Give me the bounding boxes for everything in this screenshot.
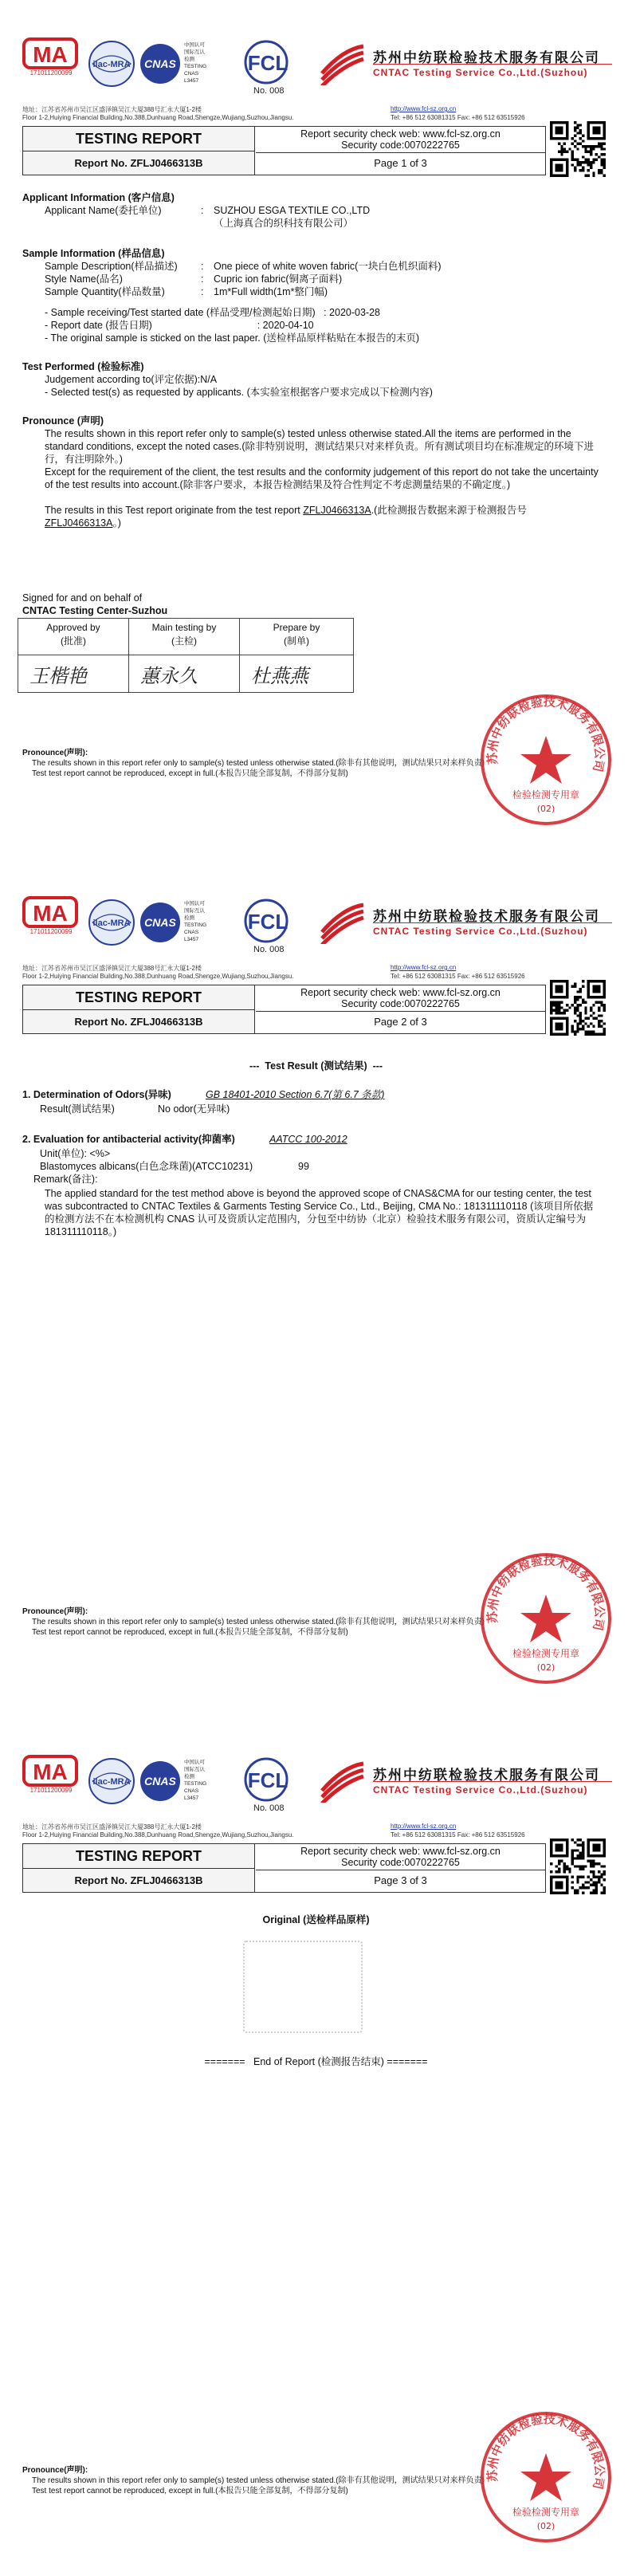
address-cn: 地址：江苏省苏州市吴江区盛泽镇吴江大厦388号汇永大厦1-2楼: [22, 106, 202, 113]
approved-by-header: Approved by (批准): [18, 619, 129, 655]
test-result-heading: --- Test Result (测试结果) ---: [249, 1060, 383, 1072]
cntac-logo: [319, 1759, 614, 1803]
ilac-mra-logo: [88, 899, 135, 946]
original-sample-area: [243, 1941, 363, 2033]
organism-value: 99: [298, 1161, 309, 1172]
website-link[interactable]: http://www.fcl-sz.org.cn: [391, 105, 457, 112]
cnas-logo: [139, 40, 211, 88]
approver-signature: 王楷艳: [18, 654, 129, 692]
svg-text:苏州中纺联检验技术服务有限公司: 苏州中纺联检验技术服务有限公司: [485, 694, 607, 773]
official-seal: [478, 692, 614, 828]
address-cn: 地址：江苏省苏州市吴江区盛泽镇吴江大厦388号汇永大厦1-2楼: [22, 965, 202, 972]
svg-text:FCL: FCL: [247, 1768, 289, 1792]
ma-number: 171011200099: [29, 69, 73, 77]
address-en: Floor 1-2,Huiying Financial Building,No.388,Dunhuang Road,Shengze,Wujiang,Suzhou,Jiangsu.: [22, 114, 294, 121]
report-number: Report No. ZFLJ0466313B: [23, 1010, 255, 1033]
main-tester-signature: 蕙永久: [129, 654, 240, 692]
address-en: Floor 1-2,Huiying Financial Building,No.388,Dunhuang Road,Shengze,Wujiang,Suzhou,Jiangsu.: [22, 1831, 294, 1839]
applicant-heading: Applicant Information (客户信息): [22, 192, 175, 203]
antibacterial-title: 2. Evaluation for antibacterial activity(抑菌率): [22, 1134, 235, 1145]
svg-text:CNAS: CNAS: [144, 1775, 176, 1787]
fcl-number: No. 008: [253, 1803, 285, 1813]
report-header-table: [22, 985, 546, 1034]
page-number: Page 3 of 3: [374, 1874, 427, 1886]
svg-text:苏州中纺联检验技术服务有限公司: 苏州中纺联检验技术服务有限公司: [485, 2412, 607, 2491]
odor-title: 1. Determination of Odors(异味): [22, 1089, 171, 1100]
svg-text:苏州中纺联检验技术服务有限公司: 苏州中纺联检验技术服务有限公司: [485, 1553, 607, 1632]
style-name-value: Cupric ion fabric(铜离子面料): [214, 273, 343, 285]
remark-text: The applied standard for the test method above is beyond the approved scope of CNAS&CMA for our testing center, the test was subcontracted to CNTAC Textiles & Garments Testing Service Co., Ltd., Beijing, CMA No.: 181311110118 (该项目所依据的检测方法不在本检测机构 CNAS 认可及资质认定范围内，分包至中纺协（北京）检验技术服务有限公司，资质认定编号为 181311110118。): [45, 1188, 594, 1237]
unit-label: Unit(单位): <%>: [40, 1148, 111, 1159]
svg-text:FCL: FCL: [247, 910, 289, 934]
ilac-mra-logo: [88, 40, 135, 88]
svg-text:ilac-MRA: ilac-MRA: [92, 1777, 131, 1787]
pronounce-p2: Except for the requirement of the client, the test results and the conformity judgement of this report do not take the uncertainty of the test results into account.(除非客户要求，本报告检测结果及符合性判定不考虑测量结果的不确定度。): [45, 466, 599, 490]
fcl-logo: [239, 899, 303, 954]
address-cn: 地址：江苏省苏州市吴江区盛泽镇吴江大厦388号汇永大厦1-2楼: [22, 1823, 202, 1831]
sample-received-date: - Sample receiving/Test started date (样品受理/检测起始日期) : 2020-03-28: [45, 307, 380, 318]
selected-tests: - Selected test(s) as requested by applicants. (本实验室根据客户要求完成以下检测内容): [45, 387, 433, 398]
report-page-2: [0, 859, 632, 1717]
footer-pronounce: Pronounce(声明): The results shown in this report refer only to sample(s) tested unless otherwise stated.(除非有其他说明，测试结果只对来样负责) Test test report cannot be reproduced, except in full.(本报告只能全部复制，不得部分复制): [22, 1607, 485, 1637]
ma-number: 171011200099: [29, 1787, 73, 1794]
qr-code: [550, 121, 606, 177]
signature-table: [18, 618, 354, 693]
ilac-mra-logo: [88, 1757, 135, 1805]
judgement: Judgement according to(评定依据):N/A: [45, 374, 218, 385]
company-name-en: CNTAC Testing Service Co.,Ltd.(Suzhou): [373, 1784, 588, 1795]
company-name-en: CNTAC Testing Service Co.,Ltd.(Suzhou): [373, 67, 588, 78]
fcl-number: No. 008: [253, 945, 285, 954]
antibacterial-standard: AATCC 100-2012: [269, 1134, 347, 1145]
signed-line1: Signed for and on behalf of: [22, 592, 143, 604]
svg-text:FCL: FCL: [247, 51, 289, 75]
website-link[interactable]: http://www.fcl-sz.org.cn: [391, 964, 457, 971]
sample-qty-label: Sample Quantity(样品数量): [45, 286, 165, 297]
svg-text:ilac-MRA: ilac-MRA: [92, 918, 131, 928]
sample-heading: Sample Information (样品信息): [22, 248, 165, 259]
report-date: - Report date (报告日期) : 2020-04-10: [45, 320, 314, 331]
qr-code: [550, 980, 606, 1036]
svg-text:(02): (02): [536, 2521, 555, 2531]
sample-qty-value: 1m*Full width(1m*整门幅): [214, 286, 328, 297]
style-name-label: Style Name(品名): [45, 273, 123, 285]
address-en: Floor 1-2,Huiying Financial Building,No.388,Dunhuang Road,Shengze,Wujiang,Suzhou,Jiangsu.: [22, 973, 294, 980]
original-sample-note: - The original sample is sticked on the last paper. (送检样品原样粘贴在本报告的末页): [45, 332, 420, 344]
tel-fax: Tel: +86 512 63081315 Fax: +86 512 63515926: [391, 973, 525, 980]
report-page-3: [0, 1717, 632, 2576]
svg-text:(02): (02): [536, 1662, 555, 1673]
cnas-logo: [139, 899, 211, 946]
tel-fax: Tel: +86 512 63081315 Fax: +86 512 63515926: [391, 1831, 525, 1839]
pronounce-p3: The results in this Test report originate from the test report ZFLJ0466313A.(此检测报告数据来源于检测报告号 ZFLJ0466313A。): [45, 505, 527, 529]
fcl-number: No. 008: [253, 86, 285, 96]
sample-desc-label: Sample Description(样品描述): [45, 261, 178, 272]
svg-text:检验检测专用章: 检验检测专用章: [512, 789, 580, 800]
ma-logo: [22, 36, 80, 84]
prepare-by-header: Prepare by (制单): [240, 619, 353, 655]
remark-label: Remark(备注):: [33, 1174, 98, 1185]
page-number: Page 2 of 3: [374, 1016, 427, 1028]
test-performed-heading: Test Performed (检验标准): [22, 361, 144, 372]
signed-line2: CNTAC Testing Center-Suzhou: [22, 605, 168, 616]
svg-text:ilac-MRA: ilac-MRA: [92, 60, 131, 69]
applicant-name-label: Applicant Name(委托单位): [45, 205, 162, 216]
applicant-name-value: SUZHOU ESGA TEXTILE CO.,LTD: [214, 205, 371, 216]
ma-logo: [22, 895, 80, 942]
svg-text:MA: MA: [33, 1760, 68, 1784]
security-info: Report security check web: www.fcl-sz.org.cn Security code:0070222765: [256, 127, 545, 153]
sample-desc-value: One piece of white woven fabric(一块白色机织面料): [214, 261, 442, 272]
svg-text:检验检测专用章: 检验检测专用章: [512, 1648, 580, 1659]
website-link[interactable]: http://www.fcl-sz.org.cn: [391, 1823, 457, 1830]
report-number: Report No. ZFLJ0466313B: [23, 1869, 255, 1892]
official-seal: [478, 1551, 614, 1686]
report-title: TESTING REPORT: [23, 1844, 255, 1869]
report-title: TESTING REPORT: [23, 985, 255, 1010]
cnas-sub-text: 中国认可 国际互认 检测 TESTING CNAS L3457: [184, 1760, 207, 1801]
pronounce-heading: Pronounce (声明): [22, 415, 104, 427]
cntac-logo: [319, 900, 614, 944]
report-header-table: [22, 1843, 546, 1893]
cntac-logo: [319, 41, 614, 85]
official-seal: [478, 2409, 614, 2545]
company-name-cn: 苏州中纺联检验技术服务有限公司: [373, 50, 600, 65]
applicant-name-value-cn: （上海真合的织科技有限公司）: [214, 218, 354, 229]
cnas-sub-text: 中国认可 国际互认 检测 TESTING CNAS L3457: [184, 901, 207, 942]
qr-code: [550, 1839, 606, 1894]
preparer-signature: 杜燕燕: [251, 665, 308, 687]
company-name-cn: 苏州中纺联检验技术服务有限公司: [373, 1768, 600, 1783]
end-of-report: ======= End of Report (检测报告结束) =======: [204, 2056, 428, 2067]
organism-label: Blastomyces albicans(白色念珠菌)(ATCC10231): [40, 1161, 253, 1172]
security-info: Report security check web: www.fcl-sz.org.cn Security code:0070222765: [256, 985, 545, 1012]
report-page-1: MA 171011200099 ilac-MRA CNAS 中国认可 国际互认 检测 TESTING CNAS L3457 FCL No. 008 苏州中纺联检验技术服务有限公司 CNTAC Testing Service Co.,Ltd.(Suzhou) 地址：江苏省苏州市吴江区盛泽镇吴江大厦388号汇永大厦1-2楼 Floor 1-2,Huiying Financial Building,No.388,Dunhuang Road,Shengze,Wujiang,Suzhou,Jiangsu. http://www.fcl-sz.org.cn Tel: +86 512 63081315 Fax: +86 512 63515926 TESTING REPORT Report security check web: www.fcl-sz.org.cn Security code:0070222765 Report No. ZFLJ0466313B Page 1 of 3 Applicant Information (客户信息) Applicant Name(委托单位) : SUZHOU ESGA TEXTILE CO.,LTD （上海真合的织科技有限公司） Sample Information (样品信息) Sample Description(样品描述) : One piece of white woven fabric(一块白色机织面料) Style Name(品名) : Cupric ion fabric(铜离子面料) Sample Quantity(样品数量) : 1m*Full width(1m*整门幅) - Sample receiving/Test started date (样品受理/检测起始日期) : 2020-03-28 - Report date (报告日期) : 2020-04-10 - The original sample is sticked on the last paper. (送检样品原样粘贴在本报告的末页) Test Performed (检验标准) Judgement according to(评定依据):N/A - Selected test(s) as requested by applicants. (本实验室根据客户要求完成以下检测内容) Pronounce (声明) The results shown in this report refer only to sample(s) tested unless otherwise stated.All the items are performed in the standard conditions, except the noted cases.(除非特别说明，测试结果只对来样负责。所有测试项目均在标准规定的环境下进行，有注明除外。) Except for the requirement of the client, the test results and the conformity judgement of this report do not take the uncertainty of the test results into account.(除非客户要求，本报告检测结果及符合性判定不考虑测量结果的不确定度。) The results in this Test report originate from the test report ZFLJ0466313A.(此检测报告数据来源于检测报告号 ZFLJ0466313A。) Signed for and on behalf of CNTAC Testing Center-Suzhou Approved by (批准) Main testing by (主检) Prepare by (制单) 王楷艳 蕙永久 杜燕燕 Pronounce(声明): The results shown in this report refer only to sample(s) tested unless otherwise stated.(除非有其他说明，测试结果只对来样负责) Test test report cannot be reproduced, except in full.(本报告只能全部复制，不得部分复制) 苏州中纺联检验技术服务有限公司 检验检测专用章 (02): [0, 0, 632, 859]
company-name-en: CNTAC Testing Service Co.,Ltd.(Suzhou): [373, 926, 588, 937]
ma-number: 171011200099: [29, 928, 73, 935]
main-testing-header: Main testing by (主检): [129, 619, 240, 655]
svg-text:MA: MA: [33, 42, 68, 67]
original-heading: Original (送检样品原样): [262, 1914, 370, 1925]
company-name-cn: 苏州中纺联检验技术服务有限公司: [373, 909, 600, 924]
odor-result-value: No odor(无异味): [158, 1103, 230, 1115]
odor-result-label: Result(测试结果): [40, 1103, 115, 1115]
cnas-logo: [139, 1757, 211, 1805]
svg-text:MA: MA: [33, 901, 68, 926]
footer-pronounce: Pronounce(声明): The results shown in this report refer only to sample(s) tested unless otherwise stated.(除非有其他说明，测试结果只对来样负责) Test test report cannot be reproduced, except in full.(本报告只能全部复制，不得部分复制): [22, 2466, 485, 2495]
report-number: Report No. ZFLJ0466313B: [23, 151, 255, 175]
cnas-sub-text: 中国认可 国际互认 检测 TESTING CNAS L3457: [184, 42, 207, 84]
ma-logo: [22, 1753, 80, 1801]
tel-fax: Tel: +86 512 63081315 Fax: +86 512 63515926: [391, 114, 525, 121]
pronounce-p1: The results shown in this report refer only to sample(s) tested unless otherwise stated.All the items are performed in the standard conditions, except the noted cases.(除非特别说明，测试结果只对来样负责。所有测试项目均在标准规定的环境下进行，有注明除外。): [45, 428, 595, 465]
footer-pronounce: Pronounce(声明): The results shown in this report refer only to sample(s) tested unless otherwise stated.(除非有其他说明，测试结果只对来样负责) Test test report cannot be reproduced, except in full.(本报告只能全部复制，不得部分复制): [22, 749, 485, 778]
svg-text:CNAS: CNAS: [144, 57, 176, 70]
svg-text:CNAS: CNAS: [144, 916, 176, 929]
fcl-logo: [239, 1757, 303, 1813]
page-number: Page 1 of 3: [374, 157, 427, 169]
report-header-table: [22, 126, 546, 175]
fcl-logo: [239, 40, 303, 96]
svg-text:检验检测专用章: 检验检测专用章: [512, 2507, 580, 2518]
odor-standard: GB 18401-2010 Section 6.7(第 6.7 条款): [206, 1089, 385, 1100]
report-title: TESTING REPORT: [23, 127, 255, 151]
security-info: Report security check web: www.fcl-sz.org.cn Security code:0070222765: [256, 1844, 545, 1870]
svg-text:(02): (02): [536, 804, 555, 814]
